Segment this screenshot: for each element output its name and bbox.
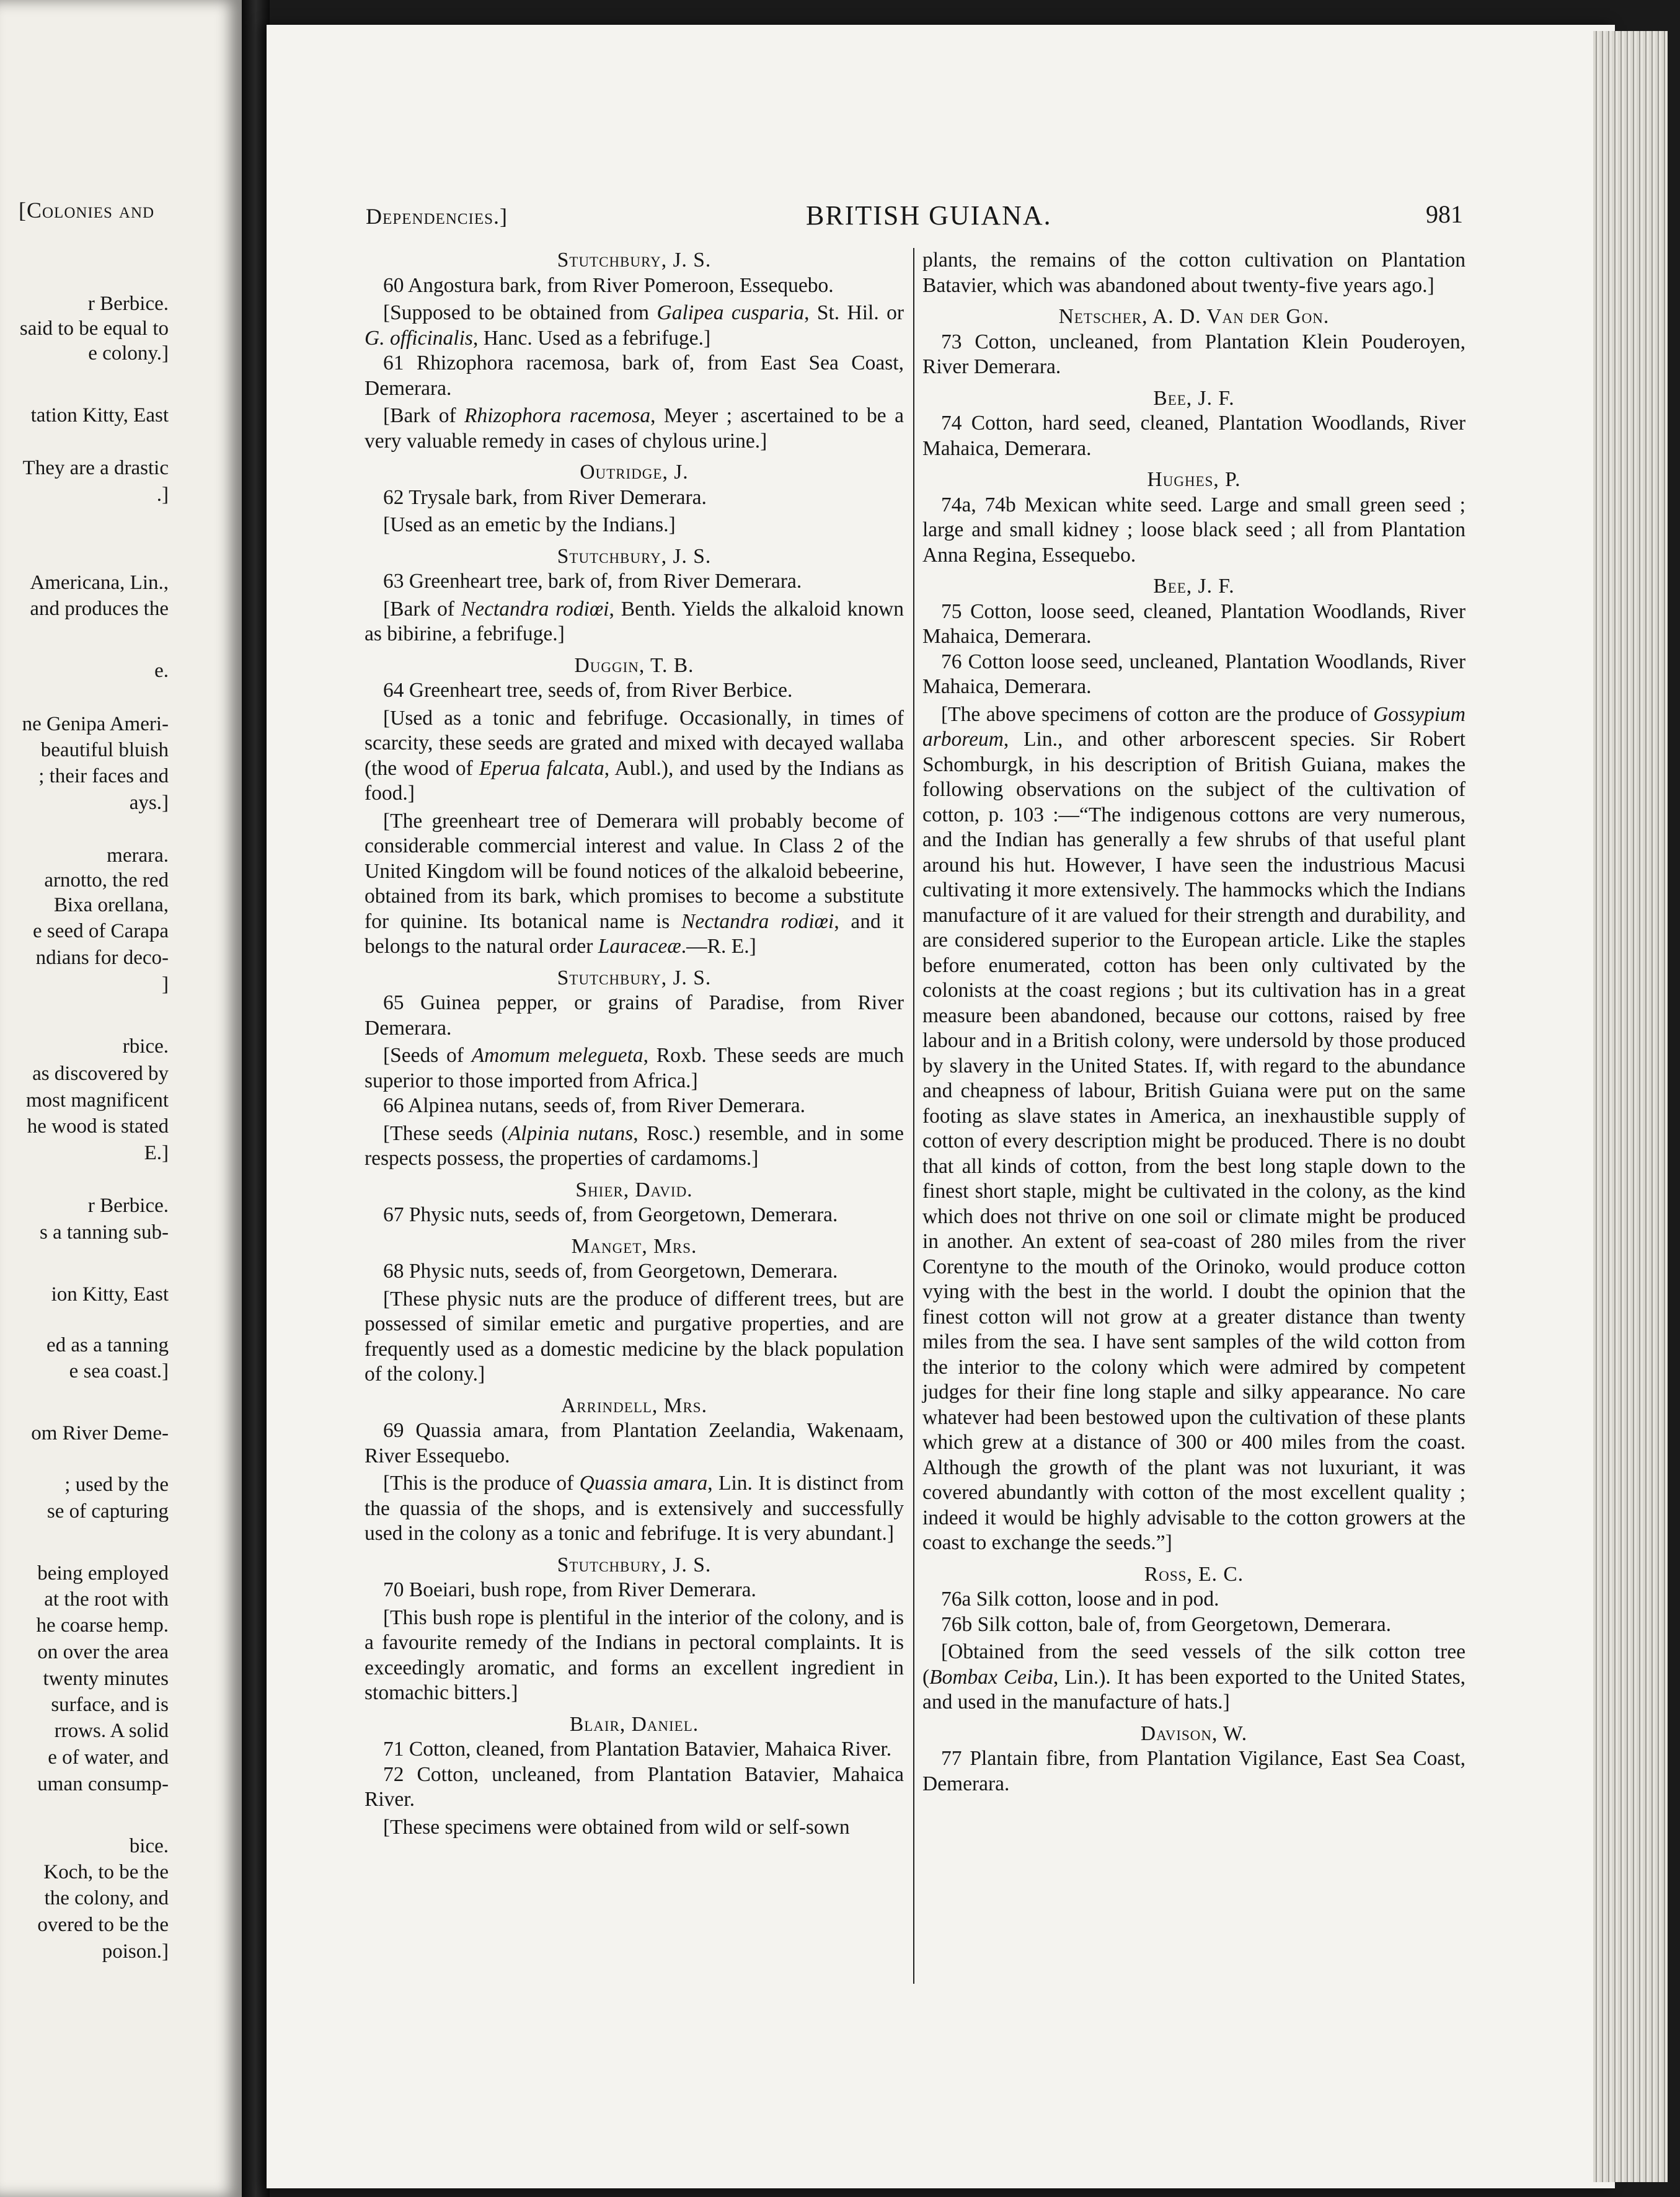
previous-page-line: r Berbice. xyxy=(87,293,169,315)
previous-page-line: E.] xyxy=(144,1142,169,1164)
entry-61: 61 Rhizophora racemosa, bark of, from East Sea Coast, Demerara. xyxy=(365,351,904,400)
previous-page-line: twenty minutes xyxy=(43,1668,169,1690)
exhibitor-name: Stutchbury, J. S. xyxy=(557,966,712,989)
previous-page-line: most magnificent xyxy=(25,1089,169,1112)
entry-66: 66 Alpinea nutans, seeds of, from River Demerara. xyxy=(383,1094,805,1117)
previous-page-line: poison.] xyxy=(102,1940,169,1963)
note-72: [These specimens were obtained from wild or self-sown xyxy=(383,1815,850,1839)
previous-page-line: rrows. A solid xyxy=(54,1720,169,1742)
previous-page-line: They are a drastic xyxy=(22,457,169,479)
previous-page-line: s a tanning sub- xyxy=(39,1221,169,1244)
previous-page-line: .] xyxy=(156,484,169,506)
previous-page-line: e. xyxy=(154,660,169,682)
note-76: [The above specimens of cotton are the produce of Gossypium arboreum, Lin., and other arborescent species. Sir Robert Schomburgk, in his description of British Guiana, makes the following observations on the subject of the cultivation of cotton, p. 103 :—“The indigenous cottons are very numerous, and the Indian has generally a few shrubs of that useful plant around his hut. However, I have seen the industrious Macusi cultivating it more extensively. The hammocks which the Indians manufacture of it are valued for their strength and durability, and are considered superior to the European article. Like the staples before enumerated, cotton has been only cultivated by the colonists at the coast regions ; but its cultivation has in a great measure been abandoned, because our cottons, raised by free labour and in a British colony, were undersold by those produced by slavery in the United States. If, with regard to the abundance and cheapness of labour, British Guiana were put on the same footing as slave states in America, an inexhaustible supply of cotton of every description might be produced. There is no doubt that all kinds of cotton, from the best long staple down to the finest short staple, might be cultivated in the colony, as the kind which does not thrive on one soil or climate might be produced in another. An extent of sea-coast of 280 miles from the river Corentyne to the mouth of the Orinoko, would produce cotton vying with the best in the world. I doubt the opinion that the finest cotton will not grow at a greater distance than twenty miles from the sea. I have sent samples of the wild cotton from the interior to the colony which were admired by competent judges for their fine long staple and silky appearance. No care whatever had been bestowed upon the cultivation of these plants which grew at a distance of 300 or 400 miles from the coast. Although the growth of the plant was not luxuriant, it was covered abundantly with cotton of the most excellent quality ; indeed it would be highly advisable to the cotton growers at the coast to exchange the seeds.”] xyxy=(922,702,1466,1554)
entry-76b: 76b Silk cotton, bale of, from Georgetown, Demerara. xyxy=(941,1612,1391,1636)
previous-page-line: Americana, Lin., xyxy=(30,572,169,594)
previous-page-line: bice. xyxy=(129,1835,169,1857)
entry-77: 77 Plantain fibre, from Plantation Vigilance, East Sea Coast, Demerara. xyxy=(922,1747,1466,1795)
previous-page-line: as discovered by xyxy=(32,1063,169,1085)
exhibitor-name: Outridge, J. xyxy=(580,461,689,484)
exhibitor-name: Blair, Daniel. xyxy=(569,1712,699,1736)
previous-page-line: being employed xyxy=(37,1562,169,1585)
exhibitor-name: Netscher, A. D. Van der Gon. xyxy=(1058,305,1330,328)
previous-page-line: om River Deme- xyxy=(31,1422,169,1444)
previous-page-line: se of capturing xyxy=(46,1500,169,1523)
entry-65: 65 Guinea pepper, or grains of Paradise, from River Demerara. xyxy=(365,991,904,1040)
previous-page-line: overed to be the xyxy=(37,1914,169,1936)
previous-page-line: e of water, and xyxy=(48,1746,169,1769)
note-60: [Supposed to be obtained from Galipea cusparia, St. Hil. or G. officinalis, Hanc. Used as a febrifuge.] xyxy=(365,301,904,350)
entry-67: 67 Physic nuts, seeds of, from Georgetown, Demerara. xyxy=(383,1203,838,1226)
previous-page-line: at the root with xyxy=(44,1588,169,1611)
column-left xyxy=(365,248,904,1840)
column-divider xyxy=(913,248,914,1984)
exhibitor-name: Duggin, T. B. xyxy=(574,653,694,677)
entry-64: 64 Greenheart tree, seeds of, from River Berbice. xyxy=(383,679,793,702)
entry-74: 74 Cotton, hard seed, cleaned, Plantation Woodlands, River Mahaica, Demerara. xyxy=(922,412,1466,460)
previous-page-line: said to be equal to xyxy=(19,317,169,340)
note-72-continued: plants, the remains of the cotton cultivation on Plantation Batavier, which was abandoned about twenty-five years ago.] xyxy=(922,249,1466,297)
previous-page-header: [Colonies and xyxy=(19,198,155,223)
exhibitor-name: Stutchbury, J. S. xyxy=(557,544,712,568)
note-68: [These physic nuts are the produce of different trees, but are possessed of similar emetic and purgative properties, and are frequently used as a domestic medicine by the black population of the colony.] xyxy=(365,1287,904,1386)
entry-62: 62 Trysale bark, from River Demerara. xyxy=(383,485,707,509)
note-70: [This bush rope is plentiful in the interior of the colony, and is a favourite remedy of the Indians in pectoral complaints. It is exceedingly aromatic, and forms an excellent ingredient in stomachic bitters.] xyxy=(365,1606,904,1704)
column-right xyxy=(922,248,1466,1797)
previous-page-line: uman consump- xyxy=(37,1773,169,1795)
previous-page-line: he coarse hemp. xyxy=(36,1614,169,1637)
note-76b: [Obtained from the seed vessels of the silk cotton tree (Bombax Ceiba, Lin.). It has been exported to the United States, and used in the manufacture of hats.] xyxy=(922,1640,1466,1713)
exhibitor-name: Stutchbury, J. S. xyxy=(557,1553,712,1576)
exhibitor-name: Davison, W. xyxy=(1140,1722,1248,1745)
previous-page-line: ; their faces and xyxy=(38,765,169,787)
previous-page-line: ne Genipa Ameri- xyxy=(22,713,169,735)
exhibitor-name: Arrindell, Mrs. xyxy=(561,1394,707,1417)
previous-page-line: ed as a tanning xyxy=(46,1334,169,1356)
previous-page-line: Bixa orellana, xyxy=(53,894,169,916)
note-66: [These seeds (Alpinia nutans, Rosc.) resemble, and in some respects possess, the properties of cardamoms.] xyxy=(365,1121,904,1170)
entry-75: 75 Cotton, loose seed, cleaned, Plantation Woodlands, River Mahaica, Demerara. xyxy=(922,599,1466,648)
exhibitor-name: Manget, Mrs. xyxy=(571,1234,697,1258)
entry-76: 76 Cotton loose seed, uncleaned, Plantation Woodlands, River Mahaica, Demerara. xyxy=(922,650,1466,698)
page-number: 981 xyxy=(1426,200,1463,228)
exhibitor-name: Ross, E. C. xyxy=(1144,1562,1244,1586)
entry-74ab: 74a, 74b Mexican white seed. Large and small green seed ; large and small kidney ; loose black seed ; all from Plantation Anna Regina, Essequebo. xyxy=(922,493,1466,567)
note-69: [This is the produce of Quassia amara, Lin. It is distinct from the quassia of the shops, and is extensively and successfully used in the colony as a tonic and febrifuge. It is very abundant.] xyxy=(365,1472,904,1545)
running-header xyxy=(366,200,1463,241)
previous-page-line: arnotto, the red xyxy=(44,869,169,891)
previous-page-line: beautiful bluish xyxy=(40,739,169,761)
previous-page-line: tation Kitty, East xyxy=(30,404,169,427)
header-title: BRITISH GUIANA. xyxy=(806,200,1052,231)
previous-page-line: e seed of Carapa xyxy=(33,920,169,942)
header-section: Dependencies.] xyxy=(366,204,508,229)
previous-page-line: surface, and is xyxy=(51,1694,169,1716)
previous-page-line: Koch, to be the xyxy=(43,1861,169,1883)
exhibitor-name: Hughes, P. xyxy=(1147,468,1241,491)
previous-page-line: ; used by the xyxy=(64,1474,169,1496)
previous-page-line: he wood is stated xyxy=(27,1115,169,1138)
entry-69: 69 Quassia amara, from Plantation Zeelandia, Wakenaam, River Essequebo. xyxy=(365,1419,904,1467)
exhibitor-name: Bee, J. F. xyxy=(1153,386,1235,410)
note-64: [Used as a tonic and febrifuge. Occasionally, in times of scarcity, these seeds are grated and mixed with decayed wallaba (the wood of Eperua falcata, Aubl.), and used by the Indians as food.] xyxy=(365,706,904,805)
exhibitor-name: Shier, David. xyxy=(575,1178,693,1201)
book-gutter xyxy=(242,0,270,2197)
previous-page-line: the colony, and xyxy=(44,1887,169,1909)
note-63: [Bark of Nectandra rodiœi, Benth. Yields the alkaloid known as bibirine, a febrifuge.] xyxy=(365,597,904,645)
previous-page-line: merara. xyxy=(107,844,169,867)
previous-page-line: and produces the xyxy=(30,598,169,620)
exhibitor-name: Bee, J. F. xyxy=(1153,575,1235,598)
previous-page-line: e sea coast.] xyxy=(69,1360,169,1382)
previous-page-line: ndians for deco- xyxy=(35,947,169,969)
previous-page-line: on over the area xyxy=(37,1641,169,1663)
note-64-editor: [The greenheart tree of Demerara will probably become of considerable commercial interest and value. In Class 2 of the United Kingdom will be found notices of the alkaloid bebeerine, obtained from its bark, which promises to become a substitute for quinine. Its botanical name is Nectandra rodiœi, and it belongs to the natural order Lauraceæ.—R. E.] xyxy=(365,809,904,958)
note-61: [Bark of Rhizophora racemosa, Meyer ; ascertained to be a very valuable remedy in cases of chylous urine.] xyxy=(365,404,904,453)
entry-63: 63 Greenheart tree, bark of, from River Demerara. xyxy=(383,570,802,593)
previous-page-line: ] xyxy=(162,973,169,996)
entry-73: 73 Cotton, uncleaned, from Plantation Klein Pouderoyen, River Demerara. xyxy=(922,330,1466,378)
entry-70: 70 Boeiari, bush rope, from River Demerara. xyxy=(383,1578,756,1601)
previous-page-line: r Berbice. xyxy=(87,1195,169,1217)
exhibitor-name: Stutchbury, J. S. xyxy=(557,249,712,272)
note-62: [Used as an emetic by the Indians.] xyxy=(383,513,676,536)
entry-60: 60 Angostura bark, from River Pomeroon, Essequebo. xyxy=(383,273,834,297)
previous-page-line: e colony.] xyxy=(88,342,169,365)
entry-71: 71 Cotton, cleaned, from Plantation Batavier, Mahaica River. xyxy=(383,1738,892,1761)
entry-68: 68 Physic nuts, seeds of, from Georgetown, Demerara. xyxy=(383,1260,838,1283)
entry-76a: 76a Silk cotton, loose and in pod. xyxy=(941,1588,1219,1611)
previous-page-line: rbice. xyxy=(122,1035,169,1058)
entry-72: 72 Cotton, uncleaned, from Plantation Batavier, Mahaica River. xyxy=(365,1762,904,1811)
previous-page-line: ays.] xyxy=(129,792,169,814)
previous-page-line: ion Kitty, East xyxy=(51,1283,169,1306)
page-edges xyxy=(1593,31,1668,2182)
note-65: [Seeds of Amomum melegueta, Roxb. These seeds are much superior to those imported from Africa.] xyxy=(365,1044,904,1092)
previous-page xyxy=(0,0,242,2197)
